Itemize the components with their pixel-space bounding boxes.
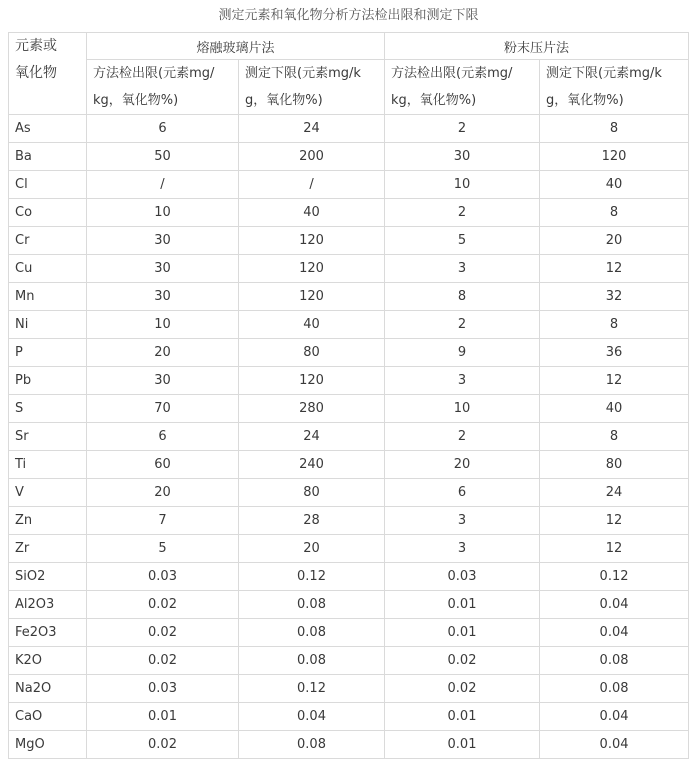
fused-detect-limit-cell: 70 — [87, 395, 239, 423]
fused-lower-limit-cell: 20 — [239, 535, 385, 563]
pressed-detect-limit-cell: 3 — [385, 535, 540, 563]
fused-lower-limit-cell: 28 — [239, 507, 385, 535]
subheader-line: 测定下限(元素mg/k — [546, 66, 662, 81]
table-row — [9, 395, 689, 423]
pressed-lower-limit-cell: 8 — [540, 423, 689, 451]
table-row — [9, 675, 689, 703]
fused-lower-limit-cell: 120 — [239, 255, 385, 283]
subheader-line: 方法检出限(元素mg/ — [93, 66, 215, 81]
pressed-detect-limit-cell: 3 — [385, 367, 540, 395]
pressed-lower-limit-cell: 24 — [540, 479, 689, 507]
pressed-lower-limit-cell: 80 — [540, 451, 689, 479]
pressed-lower-limit-cell: 12 — [540, 535, 689, 563]
pressed-detect-limit-cell: 0.02 — [385, 647, 540, 675]
fused-detect-limit-cell: / — [87, 171, 239, 199]
pressed-detect-limit-cell: 6 — [385, 479, 540, 507]
fused-detect-limit-cell: 7 — [87, 507, 239, 535]
fused-detect-limit-cell: 30 — [87, 227, 239, 255]
detection-limit-table — [8, 32, 689, 759]
pressed-lower-limit-cell: 0.12 — [540, 563, 689, 591]
pressed-detect-limit-cell: 2 — [385, 311, 540, 339]
pressed-lower-limit-cell: 36 — [540, 339, 689, 367]
fused-detect-limit-cell: 10 — [87, 311, 239, 339]
element-cell: As — [9, 115, 87, 143]
fused-detect-limit-cell: 0.02 — [87, 731, 239, 759]
element-cell: SiO2 — [9, 563, 87, 591]
pressed-lower-limit-cell: 32 — [540, 283, 689, 311]
fused-detect-limit-cell: 30 — [87, 367, 239, 395]
fused-lower-limit-cell: 0.04 — [239, 703, 385, 731]
fused-lower-limit-cell: 0.08 — [239, 591, 385, 619]
element-cell: Cu — [9, 255, 87, 283]
table-row — [9, 535, 689, 563]
pressed-lower-limit-cell: 0.08 — [540, 647, 689, 675]
fused-lower-limit-cell: 120 — [239, 367, 385, 395]
fused-detect-limit-cell: 60 — [87, 451, 239, 479]
table-row — [9, 591, 689, 619]
table-row — [9, 283, 689, 311]
pressed-lower-limit-cell: 120 — [540, 143, 689, 171]
pressed-detect-limit-cell: 5 — [385, 227, 540, 255]
pressed-lower-limit-cell: 0.04 — [540, 731, 689, 759]
pressed-detect-limit-cell: 0.03 — [385, 563, 540, 591]
element-cell: CaO — [9, 703, 87, 731]
fused-detect-limit-cell: 0.01 — [87, 703, 239, 731]
fused-detect-limit-cell: 0.02 — [87, 619, 239, 647]
table-row — [9, 367, 689, 395]
fused-lower-limit-cell: 40 — [239, 199, 385, 227]
pressed-lower-limit-cell: 12 — [540, 507, 689, 535]
pressed-lower-limit-cell: 12 — [540, 367, 689, 395]
element-cell: Zr — [9, 535, 87, 563]
fused-lower-limit-cell: 24 — [239, 115, 385, 143]
pressed-lower-limit-cell: 0.04 — [540, 591, 689, 619]
table-row — [9, 199, 689, 227]
fused-lower-limit-cell: 0.08 — [239, 619, 385, 647]
table-row — [9, 507, 689, 535]
pressed-lower-limit-cell: 8 — [540, 199, 689, 227]
pressed-detect-limit-cell: 8 — [385, 283, 540, 311]
header-row-sub — [9, 60, 689, 115]
fused-lower-limit-cell: 0.08 — [239, 647, 385, 675]
pressed-detect-limit-cell: 0.01 — [385, 703, 540, 731]
group-header-fused-bead: 熔融玻璃片法 — [87, 33, 385, 60]
table-row — [9, 311, 689, 339]
table-row — [9, 563, 689, 591]
subheader-line: 方法检出限(元素mg/ — [391, 66, 513, 81]
pressed-detect-limit-cell: 0.01 — [385, 591, 540, 619]
pressed-detect-limit-cell: 0.01 — [385, 731, 540, 759]
element-cell: Na2O — [9, 675, 87, 703]
table-row — [9, 619, 689, 647]
corner-header-cell — [9, 33, 87, 115]
fused-detect-limit-cell: 6 — [87, 423, 239, 451]
table-row — [9, 143, 689, 171]
subheader-detect-limit-fused — [87, 60, 239, 115]
fused-detect-limit-cell: 50 — [87, 143, 239, 171]
fused-lower-limit-cell: / — [239, 171, 385, 199]
element-cell: Pb — [9, 367, 87, 395]
group-header-pressed-powder: 粉末压片法 — [385, 33, 689, 60]
pressed-detect-limit-cell: 3 — [385, 507, 540, 535]
table-row — [9, 171, 689, 199]
element-cell: K2O — [9, 647, 87, 675]
pressed-lower-limit-cell: 0.08 — [540, 675, 689, 703]
fused-detect-limit-cell: 0.02 — [87, 647, 239, 675]
pressed-lower-limit-cell: 8 — [540, 115, 689, 143]
fused-detect-limit-cell: 0.03 — [87, 675, 239, 703]
element-cell: Zn — [9, 507, 87, 535]
fused-detect-limit-cell: 5 — [87, 535, 239, 563]
element-cell: Sr — [9, 423, 87, 451]
pressed-detect-limit-cell: 2 — [385, 199, 540, 227]
element-cell: P — [9, 339, 87, 367]
element-cell: V — [9, 479, 87, 507]
subheader-line: 测定下限(元素mg/k — [245, 66, 361, 81]
subheader-line: kg，氧化物%) — [391, 93, 477, 108]
fused-detect-limit-cell: 0.03 — [87, 563, 239, 591]
subheader-line: kg，氧化物%) — [93, 93, 179, 108]
pressed-detect-limit-cell: 10 — [385, 395, 540, 423]
fused-lower-limit-cell: 80 — [239, 339, 385, 367]
fused-lower-limit-cell: 200 — [239, 143, 385, 171]
element-cell: Co — [9, 199, 87, 227]
pressed-lower-limit-cell: 40 — [540, 171, 689, 199]
pressed-lower-limit-cell: 8 — [540, 311, 689, 339]
table-title: 测定元素和氧化物分析方法检出限和测定下限 — [218, 8, 479, 23]
element-cell: S — [9, 395, 87, 423]
table-row — [9, 451, 689, 479]
fused-lower-limit-cell: 80 — [239, 479, 385, 507]
table-row — [9, 479, 689, 507]
pressed-detect-limit-cell: 30 — [385, 143, 540, 171]
fused-detect-limit-cell: 30 — [87, 283, 239, 311]
pressed-detect-limit-cell: 2 — [385, 423, 540, 451]
element-cell: MgO — [9, 731, 87, 759]
fused-detect-limit-cell: 6 — [87, 115, 239, 143]
pressed-detect-limit-cell: 0.01 — [385, 619, 540, 647]
fused-lower-limit-cell: 0.12 — [239, 675, 385, 703]
pressed-lower-limit-cell: 0.04 — [540, 619, 689, 647]
subheader-line: g，氧化物%) — [546, 93, 624, 108]
fused-detect-limit-cell: 20 — [87, 479, 239, 507]
element-cell: Fe2O3 — [9, 619, 87, 647]
header-row-group — [9, 33, 689, 60]
pressed-detect-limit-cell: 9 — [385, 339, 540, 367]
table-row — [9, 703, 689, 731]
element-cell: Ba — [9, 143, 87, 171]
pressed-detect-limit-cell: 2 — [385, 115, 540, 143]
fused-lower-limit-cell: 120 — [239, 227, 385, 255]
pressed-detect-limit-cell: 10 — [385, 171, 540, 199]
table-row — [9, 423, 689, 451]
pressed-lower-limit-cell: 40 — [540, 395, 689, 423]
element-cell: Cl — [9, 171, 87, 199]
element-cell: Mn — [9, 283, 87, 311]
fused-lower-limit-cell: 120 — [239, 283, 385, 311]
table-row — [9, 731, 689, 759]
element-cell: Ni — [9, 311, 87, 339]
fused-lower-limit-cell: 280 — [239, 395, 385, 423]
table-row — [9, 115, 689, 143]
pressed-detect-limit-cell: 3 — [385, 255, 540, 283]
pressed-detect-limit-cell: 20 — [385, 451, 540, 479]
subheader-lower-limit-fused — [239, 60, 385, 115]
fused-lower-limit-cell: 0.12 — [239, 563, 385, 591]
fused-lower-limit-cell: 0.08 — [239, 731, 385, 759]
fused-lower-limit-cell: 40 — [239, 311, 385, 339]
subheader-lower-limit-pressed — [540, 60, 689, 115]
corner-label-line1: 元素或 — [15, 38, 57, 54]
subheader-detect-limit-pressed — [385, 60, 540, 115]
table-row — [9, 647, 689, 675]
fused-detect-limit-cell: 0.02 — [87, 591, 239, 619]
element-cell: Ti — [9, 451, 87, 479]
element-cell: Al2O3 — [9, 591, 87, 619]
pressed-lower-limit-cell: 20 — [540, 227, 689, 255]
subheader-line: g，氧化物%) — [245, 93, 323, 108]
fused-detect-limit-cell: 10 — [87, 199, 239, 227]
fused-lower-limit-cell: 24 — [239, 423, 385, 451]
pressed-lower-limit-cell: 0.04 — [540, 703, 689, 731]
pressed-lower-limit-cell: 12 — [540, 255, 689, 283]
table-row — [9, 255, 689, 283]
fused-lower-limit-cell: 240 — [239, 451, 385, 479]
element-cell: Cr — [9, 227, 87, 255]
fused-detect-limit-cell: 20 — [87, 339, 239, 367]
table-row — [9, 227, 689, 255]
corner-label-line2: 氧化物 — [15, 65, 57, 81]
table-row — [9, 339, 689, 367]
fused-detect-limit-cell: 30 — [87, 255, 239, 283]
pressed-detect-limit-cell: 0.02 — [385, 675, 540, 703]
